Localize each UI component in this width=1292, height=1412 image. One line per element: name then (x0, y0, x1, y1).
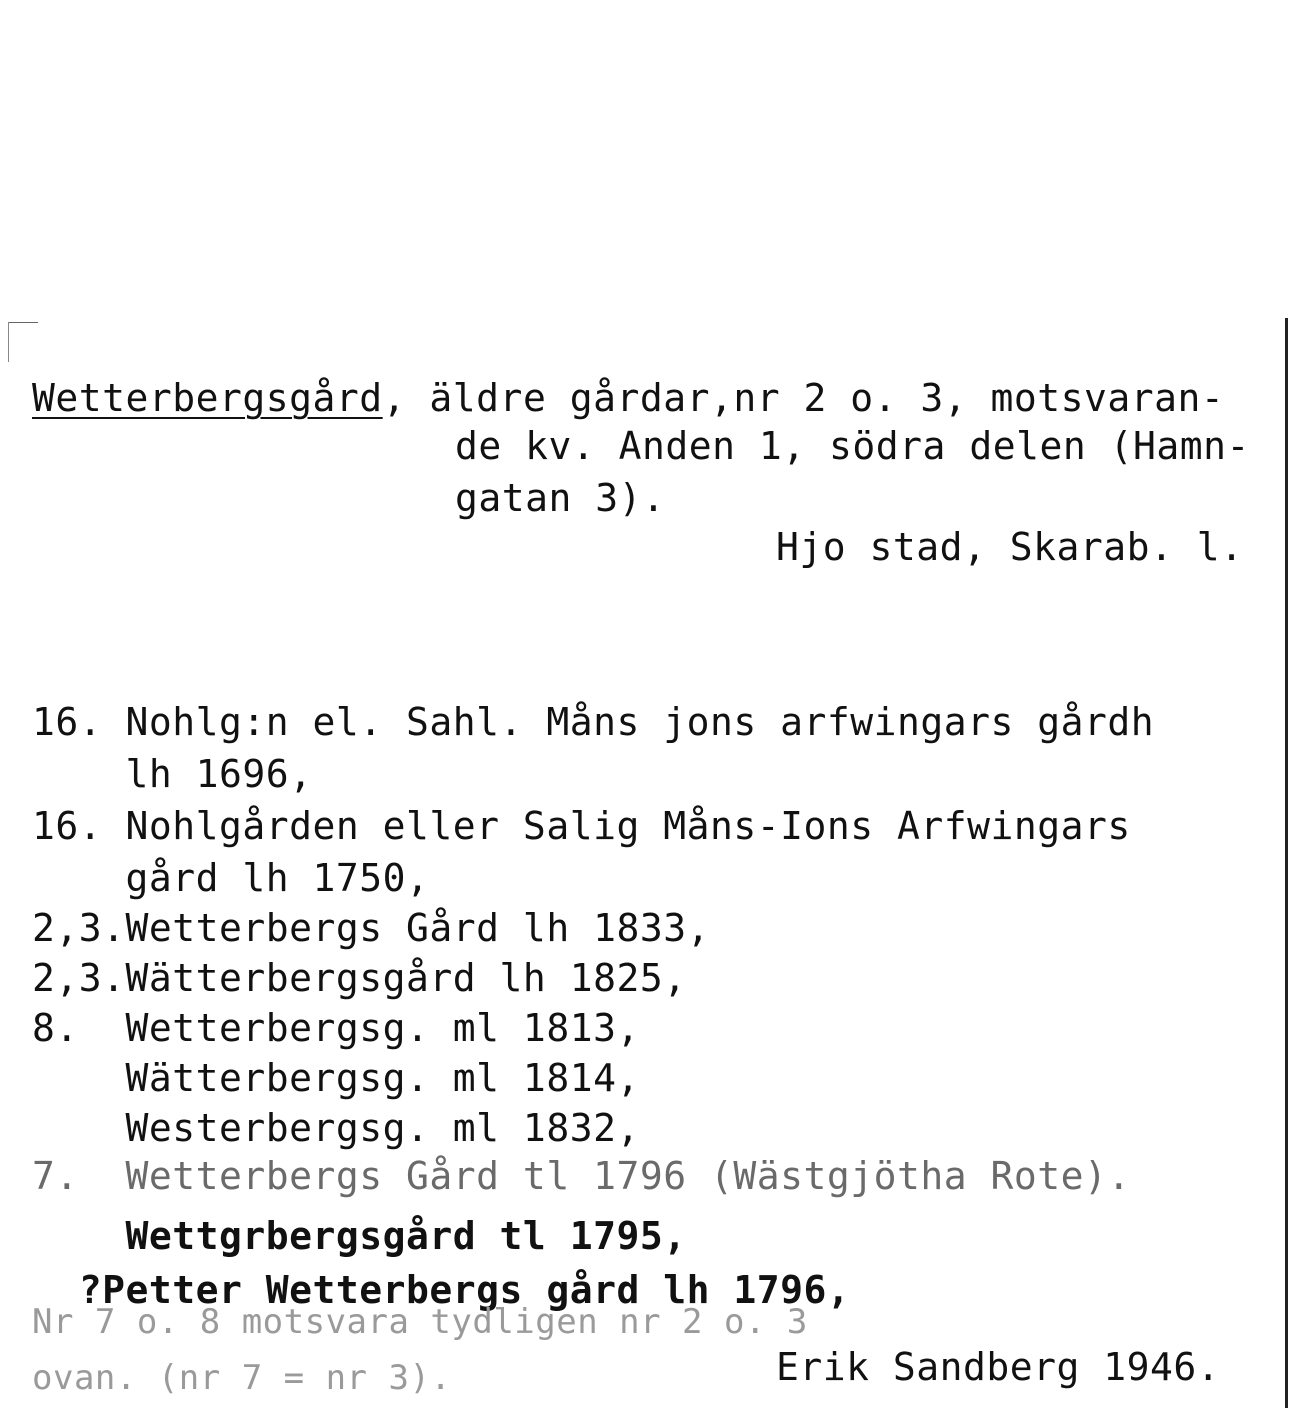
signature: Erik Sandberg 1946. (776, 1345, 1221, 1389)
card-edge-right (1285, 318, 1288, 1408)
header-line-3: gatan 3). (455, 476, 666, 520)
entry-line: 16. Nohlgården eller Salig Måns-Ions Arfwingars (32, 804, 1131, 848)
card-title: Wetterbergsgård (32, 376, 383, 420)
entry-line: Wätterbergsg. ml 1814, (32, 1056, 640, 1100)
entry-line: Westerbergsg. ml 1832, (32, 1106, 640, 1150)
entry-line: 7. Wetterbergs Gård tl 1796 (Wästgjötha Rote). (32, 1154, 1131, 1198)
entry-line-bold: Wettgrbergsgård tl 1795, (32, 1214, 687, 1258)
card-edge-left (8, 322, 9, 362)
location-line: Hjo stad, Skarab. l. (776, 525, 1244, 569)
card-edge-top (8, 322, 38, 323)
card-title-rest: , äldre gårdar,nr 2 o. 3, motsvaran- (382, 376, 1225, 420)
footer-note-line-2: ovan. (nr 7 = nr 3). (32, 1358, 452, 1398)
entry-line: 2,3.Wätterbergsgård lh 1825, (32, 956, 687, 1000)
header-line-2: de kv. Anden 1, södra delen (Hamn- (455, 424, 1250, 468)
entry-line-bold: ?Petter Wetterbergs gård lh 1796, (32, 1268, 851, 1312)
entry-line: gård lh 1750, (32, 856, 430, 900)
entry-line: lh 1696, (32, 752, 313, 796)
header-line-1 (32, 376, 1224, 420)
entry-line: 16. Nohlg:n el. Sahl. Måns jons arfwingars gårdh (32, 700, 1155, 744)
footer-note-line-1: Nr 7 o. 8 motsvara tydligen nr 2 o. 3 (32, 1302, 808, 1342)
entry-line: 2,3.Wetterbergs Gård lh 1833, (32, 906, 710, 950)
entry-line: 8. Wetterbergsg. ml 1813, (32, 1006, 640, 1050)
